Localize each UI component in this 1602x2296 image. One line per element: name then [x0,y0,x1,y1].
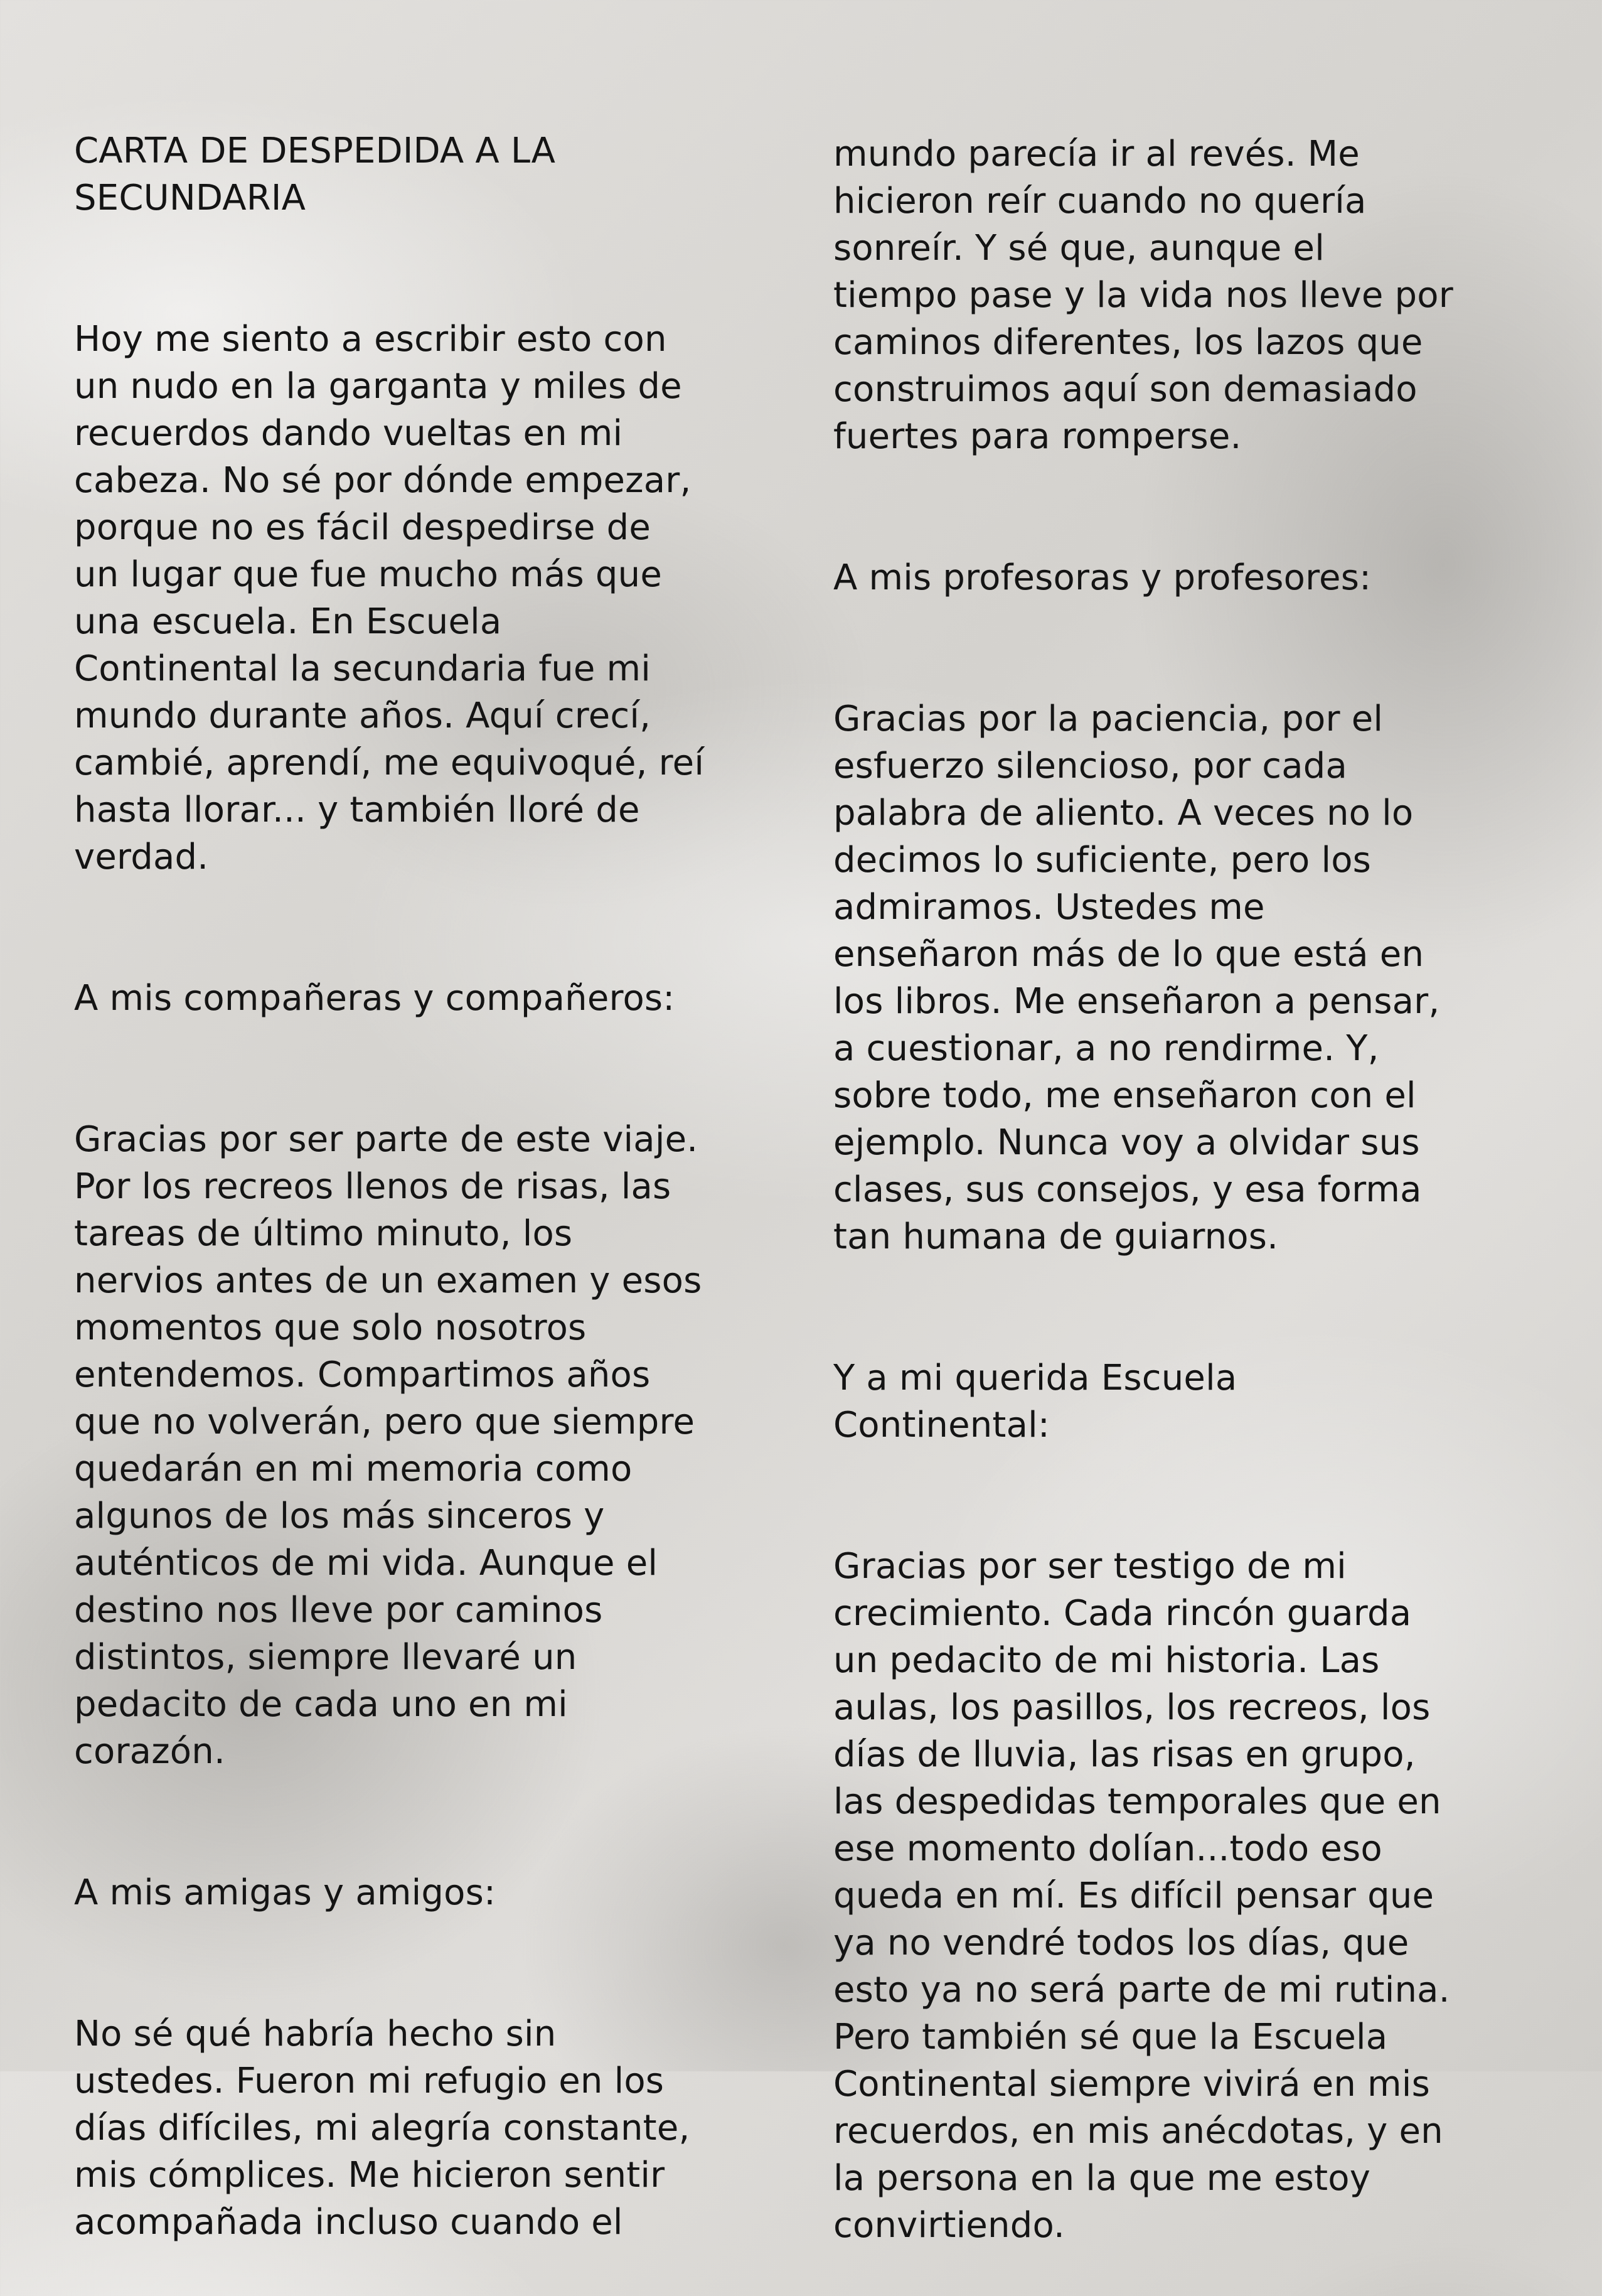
classmates-heading: A mis compañeras y compañeros: [74,978,675,1019]
friends-paragraph-part1: No sé qué habría hecho sin ustedes. Fueron mi refugio en los días difíciles, mi alegría constante, mis cómplices. Me hicieron sentir acompañada incluso cuando el [74,2014,690,2243]
teachers-heading: A mis profesoras y profesores: [833,557,1372,598]
school-heading: Y a mi querida Escuela Continental: [833,1358,1237,1446]
friends-paragraph-part2: mundo parecía ir al revés. Me hicieron reír cuando no quería sonreír. Y sé que, aunque el tiempo pase y la vida nos lleve por caminos diferentes, los lazos que construimos aquí son demasiado fuertes para romperse. [833,134,1453,457]
intro-paragraph: Hoy me siento a escribir esto con un nudo en la garganta y miles de recuerdos dando vueltas en mi cabeza. No sé por dónde empezar, porque no es fácil despedirse de un lugar que fue mucho más que una escuela. En Escuela Continental la secundaria fue mi mundo durante años. Aquí crecí, cambié, aprendí, me equivoqué, reí hasta llorar... y también lloré de verdad. [74,319,705,877]
school-paragraph: Gracias por ser testigo de mi crecimiento. Cada rincón guarda un pedacito de mi historia. Las aulas, los pasillos, los recreos, los días de lluvia, las risas en grupo, las despedidas temporales que en ese momento dolían...todo eso queda en mí. Es difícil pensar que ya no vendré todos los días, que esto ya no será parte de mi rutina. Pero también sé que la Escuela Continental siempre vivirá en mis recuerdos, en mis anécdotas, y en la persona en la que me estoy convirtiendo. [833,1546,1450,2246]
letter-title: CARTA DE DESPEDIDA A LA SECUNDARIA [74,131,556,218]
teachers-paragraph: Gracias por la paciencia, por el esfuerzo silencioso, por cada palabra de aliento. A veces no lo decimos lo suficiente, pero los admiramos. Ustedes me enseñaron más de lo que está en los libros. Me enseñaron a pensar, a cuestionar, a no rendirme. Y, sobre todo, me enseñaron con el ejemplo. Nunca voy a olvidar sus clases, sus consejos, y esa forma tan humana de guiarnos. [833,699,1440,1257]
classmates-paragraph: Gracias por ser parte de este viaje. Por los recreos llenos de risas, las tareas de último minuto, los nervios antes de un examen y esos momentos que solo nosotros entendemos. Compartimos años que no volverán, pero que siempre quedarán en mi memoria como algunos de los más sinceros y auténticos de mi vida. Aunque el destino nos lleve por caminos distintos, siempre llevaré un pedacito de cada uno en mi corazón. [74,1119,702,1772]
friends-heading: A mis amigas y amigos: [74,1872,496,1913]
left-column [74,80,802,2293]
right-column [833,83,1561,2296]
